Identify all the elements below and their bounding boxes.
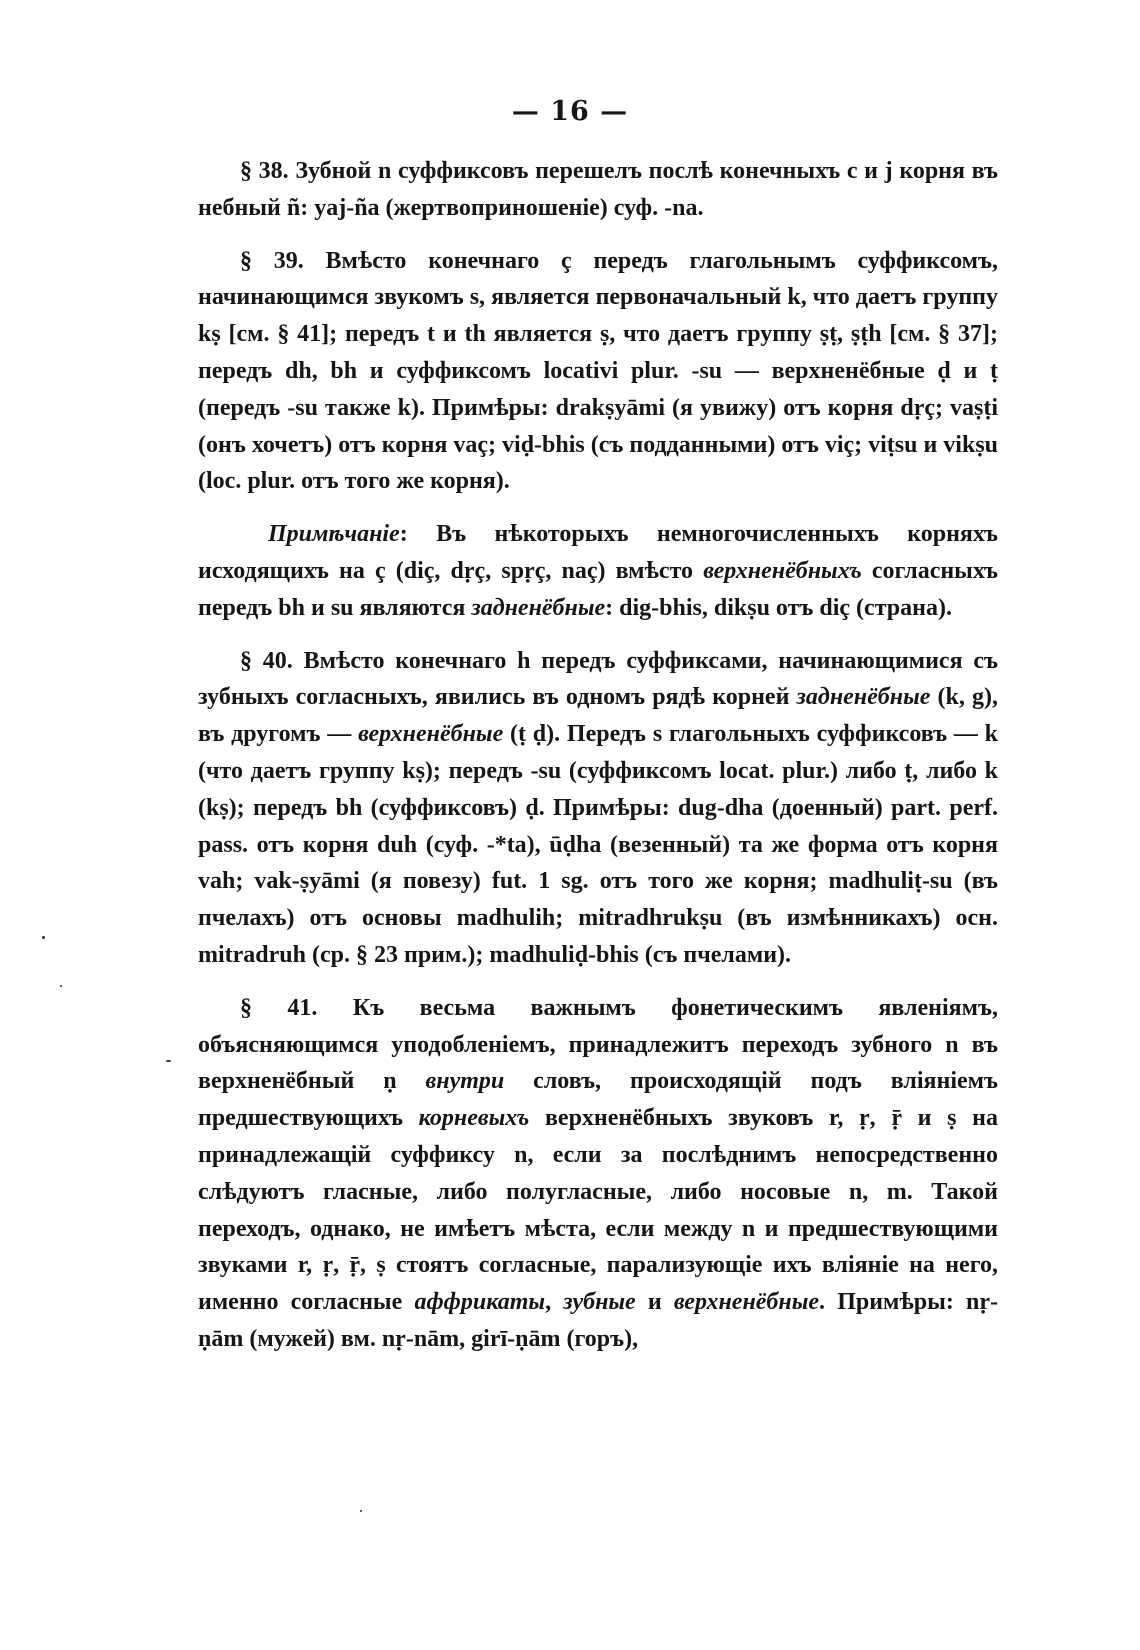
section-40-emphasis: верхненёбные: [358, 721, 504, 748]
note-text: : dig-bhis, dikṣu отъ diç (страна).: [605, 594, 952, 621]
note-emphasis: верхненёбныхъ: [703, 557, 862, 584]
section-39-text: Вмѣсто конечнаго ç передъ глагольнымъ суффиксомъ, начинающимся звукомъ s, является первоначальный k, что даетъ группу kṣ [см. § 41]; передъ t и th является ṣ, что даетъ группу ṣṭ, ṣṭh [см. § 37]; передъ dh, bh и суффиксомъ locativi plur. -su — верхненёбные ḍ и ṭ (передъ -su также k). Примѣры: drakṣyāmi (я увижу) отъ корня dṛç; vaṣṭi (онъ хочетъ) отъ корня vaç; viḍ-bhis (съ подданными) отъ viç; viṭsu и vikṣu (loc. plur. отъ того же корня).: [198, 247, 999, 495]
section-41-emphasis: верхненёбные: [673, 1289, 820, 1316]
scan-speck: [166, 1060, 171, 1062]
section-41-text: ,: [545, 1289, 564, 1316]
section-40: [198, 643, 998, 974]
section-41-emphasis: аффрикаты: [414, 1289, 546, 1316]
note-emphasis: задненёбные: [471, 594, 606, 621]
section-41-emphasis: зубные: [563, 1289, 636, 1316]
section-41-text: . Примѣры: nṛ-ṇām (мужей) вм. nṛ-nām, girī-ṇām (горъ),: [198, 1289, 999, 1352]
section-41: [198, 990, 998, 1358]
section-40-text: (ṭ ḍ). Передъ s глагольныхъ суффиксовъ — k (что даетъ группу kṣ); передъ -su (суффиксомъ locat. plur.) либо ṭ, либо k (kṣ); передъ bh (суффиксовъ) ḍ. Примѣры: dug-dha (доенный) part. perf. pass. отъ корня duh (суф. -*ta), ūḍha (везенный) та же форма отъ корня vah; vak-ṣyāmi (я повезу) fut. 1 sg. отъ того же корня; madhuliṭ-su (въ пчелахъ) отъ основы madhulih; mitradhrukṣu (въ измѣнникахъ) осн. mitradruh (ср. § 23 прим.); madhuliḍ-bhis (съ пчелами).: [198, 721, 998, 968]
scan-speck: [60, 985, 62, 987]
section-40-text: Вмѣсто конечнаго h передъ суффиксами, начинающимися съ зубныхъ согласныхъ, явились въ одномъ рядѣ корней: [198, 647, 998, 711]
section-mark: § 41.: [240, 994, 318, 1021]
section-41-emphasis: корневыхъ: [418, 1105, 530, 1132]
section-38: [198, 153, 998, 227]
note-label: Примѣчаніе: [268, 521, 400, 548]
section-40-emphasis: задненёбные: [796, 684, 931, 711]
section-39: [198, 243, 998, 501]
section-41-text: словъ, происходящій подъ вліяніемъ предшествующихъ: [198, 1068, 998, 1132]
scan-speck: [360, 1510, 362, 1512]
note-paragraph: [198, 516, 998, 626]
section-41-text: Къ весьма важнымъ фонетическимъ явленіямъ, объясняющимся уподобленіемъ, принадлежитъ переходъ зубного n въ верхненёбный ṇ: [198, 994, 999, 1095]
section-mark: § 40.: [240, 647, 293, 674]
section-41-emphasis: внутри: [425, 1068, 505, 1095]
section-41-text: верхненёбныхъ звуковъ r, ṛ, ṝ и ṣ на принадлежащій суффиксу n, если за послѣднимъ непосредственно слѣдуютъ гласные, либо полугласные, либо носовые n, m. Такой переходъ, однако, не имѣетъ мѣста, если между n и предшествующими звуками r, ṛ, ṝ, ṣ стоятъ согласные, парализующіе ихъ вліяніе на него, именно согласные: [198, 1105, 998, 1316]
page-text: [198, 153, 998, 1358]
section-41-text: и: [635, 1289, 674, 1316]
section-40-text: (k, g), въ другомъ —: [198, 684, 998, 748]
page-number: — 16 —: [511, 96, 629, 127]
scan-speck: [42, 936, 45, 939]
section-mark: § 38.: [240, 158, 289, 184]
section-mark: § 39.: [240, 247, 304, 274]
note-text: : Въ нѣкоторыхъ немногочисленныхъ корняхъ исходящихъ на ç (diç, dṛç, spṛç, naç) вмѣсто: [198, 521, 998, 584]
section-38-text: Зубной n суффиксовъ перешелъ послѣ конечныхъ c и j корня въ небный ñ: yaj-ña (жертвоприношеніе) суф. -na.: [198, 158, 999, 221]
note-text: согласныхъ передъ bh и su являются: [198, 557, 999, 621]
